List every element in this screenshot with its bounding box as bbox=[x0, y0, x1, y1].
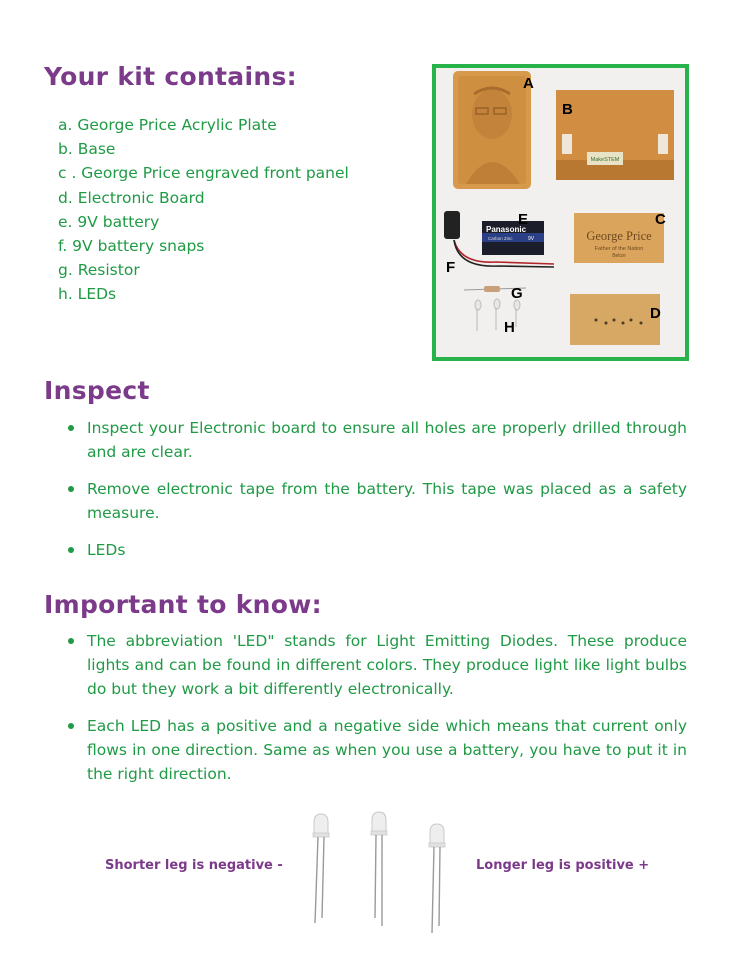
kit-item: c . George Price engraved front panel bbox=[58, 164, 349, 183]
inspect-item bbox=[66, 416, 687, 464]
positive-leg-caption: Longer leg is positive + bbox=[476, 858, 650, 873]
important-item-text: The abbreviation 'LED" stands for Light Emitting Diodes. These produce lights and can be found in different colors. They produce light like light bulbs do but they work a bit differently electronically. bbox=[87, 632, 687, 698]
important-title: Important to know: bbox=[44, 590, 322, 619]
battery-voltage-text: 9V bbox=[528, 236, 535, 242]
front-panel-subtitle-1: Father of the Nation bbox=[594, 246, 644, 252]
inspect-item bbox=[66, 477, 687, 525]
kit-item: b. Base bbox=[58, 140, 116, 159]
kit-item: h. LEDs bbox=[58, 285, 117, 304]
base-image bbox=[556, 90, 674, 180]
kit-item: g. Resistor bbox=[58, 261, 140, 280]
bullet-dot bbox=[68, 547, 74, 553]
kit-item: a. George Price Acrylic Plate bbox=[58, 116, 277, 134]
important-item-text: Each LED has a positive and a negative side which means that current only flows in one direction. Same as when you use a battery, you have to put it in the right direction. bbox=[87, 717, 687, 783]
inspect-item bbox=[66, 538, 687, 562]
kit-contents-title: Your kit contains: bbox=[44, 62, 297, 91]
bullet-dot bbox=[68, 425, 74, 431]
electronic-board-image bbox=[570, 294, 660, 345]
inspect-item-text: Inspect your Electronic board to ensure all holes are properly drilled through and are clear. bbox=[87, 419, 687, 461]
bullet-dot bbox=[68, 638, 74, 644]
photo-label-f: F bbox=[446, 259, 456, 276]
battery-image bbox=[482, 221, 544, 255]
photo-label-a: A bbox=[523, 75, 534, 92]
inspect-item-text: Remove electronic tape from the battery. This tape was placed as a safety measure. bbox=[87, 480, 687, 522]
base-tag-text: MakeSTEM bbox=[590, 157, 620, 163]
photo-label-b: B bbox=[562, 101, 573, 118]
kit-item: e. 9V battery bbox=[58, 212, 160, 231]
inspect-title: Inspect bbox=[44, 376, 150, 405]
kit-item: d. Electronic Board bbox=[58, 188, 205, 207]
inspect-item-text: LEDs bbox=[87, 541, 126, 559]
led-image bbox=[371, 812, 387, 926]
photo-label-h: H bbox=[504, 319, 515, 336]
acrylic-plate-image bbox=[453, 71, 531, 189]
kit-photo bbox=[432, 64, 689, 361]
led-legs-illustration bbox=[300, 808, 460, 943]
photo-label-e: E bbox=[518, 211, 529, 228]
led-image bbox=[429, 824, 445, 933]
front-panel-image bbox=[574, 213, 664, 263]
important-item bbox=[66, 714, 687, 786]
battery-small-text: Carbon Zinc bbox=[488, 236, 513, 241]
negative-leg-caption: Shorter leg is negative - bbox=[105, 858, 283, 873]
front-panel-name: George Price bbox=[586, 229, 652, 243]
photo-label-c: C bbox=[655, 211, 666, 228]
important-item bbox=[66, 629, 687, 701]
photo-label-g: G bbox=[511, 285, 523, 302]
inspect-list bbox=[66, 416, 687, 575]
kit-item: f. 9V battery snaps bbox=[58, 236, 205, 255]
led-image bbox=[313, 814, 329, 923]
photo-label-d: D bbox=[650, 305, 661, 322]
bullet-dot bbox=[68, 723, 74, 729]
bullet-dot bbox=[68, 486, 74, 492]
important-list bbox=[66, 629, 687, 799]
kit-contents-list bbox=[58, 114, 349, 308]
kit-photo-illustration bbox=[436, 68, 685, 357]
front-panel-subtitle-2: Belize bbox=[612, 253, 626, 259]
battery-brand-text: Panasonic bbox=[486, 225, 527, 234]
